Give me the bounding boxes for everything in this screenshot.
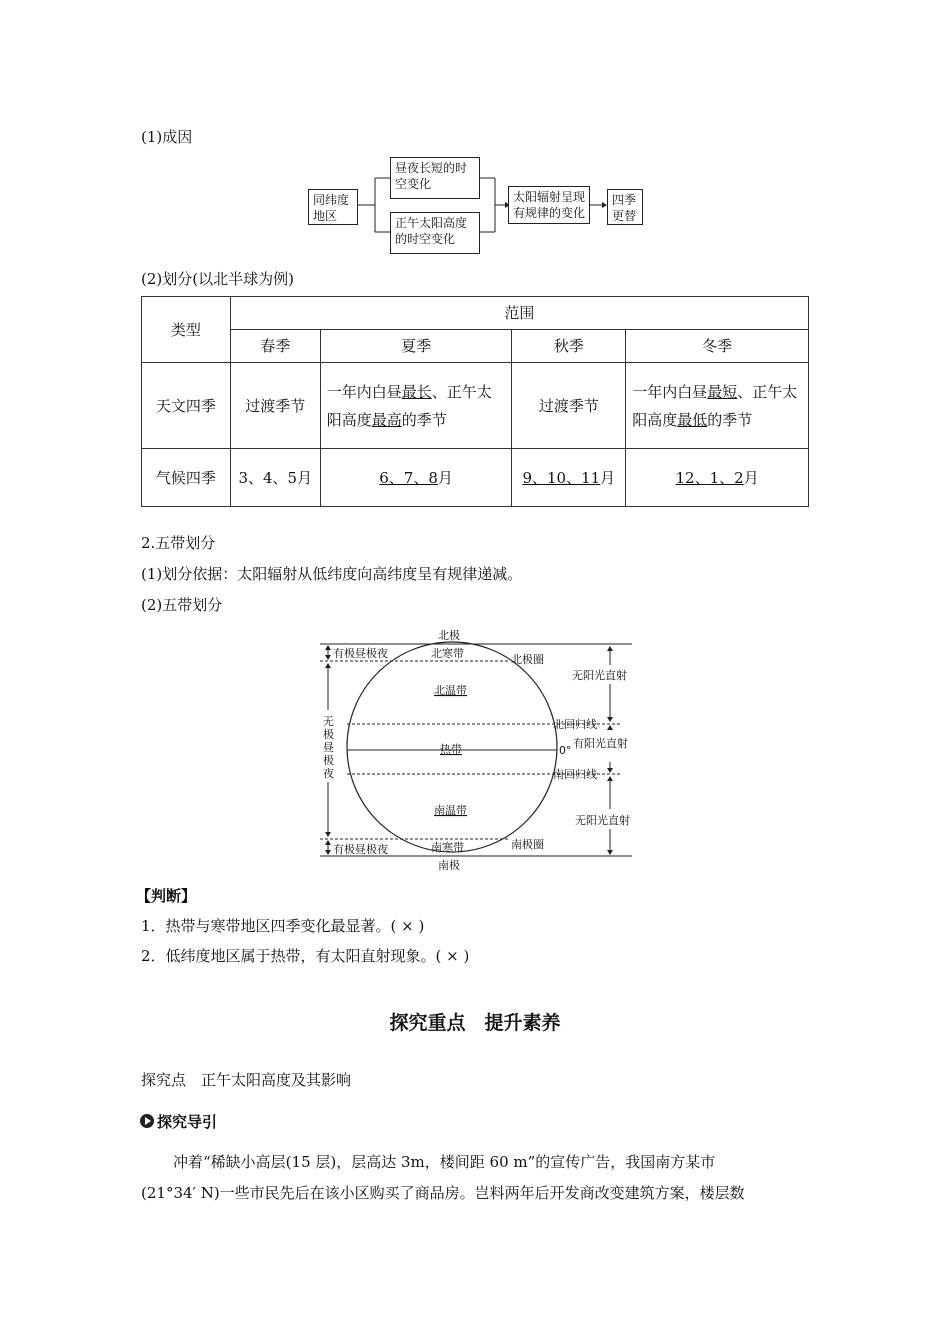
south-temperate-label: 南温带 xyxy=(434,804,467,817)
no-polar-char: 极 xyxy=(323,754,334,767)
judge-item-2: 2．低纬度地区属于热带，有太阳直射现象。( × ) xyxy=(141,947,470,965)
sec2-title: 2.五带划分 xyxy=(141,534,216,552)
south-frigid-label: 南寒带 xyxy=(431,841,464,854)
cause-title: (1)成因 xyxy=(141,128,193,146)
arctic-circle-label: 北极圈 xyxy=(511,653,544,666)
flow-top-box: 昼夜长短的时空变化 xyxy=(390,157,480,199)
no-polar-char: 夜 xyxy=(323,767,334,780)
sec2-zones-title: (2)五带划分 xyxy=(141,596,223,614)
season-spring: 春季 xyxy=(230,330,320,363)
climate-summer: 6、7、8月 xyxy=(320,449,512,507)
antarctic-circle-label: 南极圈 xyxy=(511,838,544,851)
astro-summer: 一年内白昼最长、正午太阳高度最高的季节 xyxy=(320,363,512,449)
has-direct: 有阳光直射 xyxy=(573,737,628,750)
flow-start-box: 同纬度地区 xyxy=(308,189,358,225)
no-direct-top: 无阳光直射 xyxy=(572,669,627,682)
astro-autumn: 过渡季节 xyxy=(512,363,626,449)
south-pole-label: 南极 xyxy=(438,859,460,872)
polar-day-night-bottom: 有极昼极夜 xyxy=(333,843,388,856)
polar-day-night-top: 有极昼极夜 xyxy=(333,647,388,660)
season-winter: 冬季 xyxy=(626,330,809,363)
guide-title: 探究导引 xyxy=(157,1112,218,1131)
five-zones-diagram xyxy=(300,622,650,877)
range-header: 范围 xyxy=(230,297,808,330)
judge-item-1: 1．热带与寒带地区四季变化最显著。( × ) xyxy=(141,917,425,935)
flow-middle-box: 太阳辐射呈现有规律的变化 xyxy=(508,186,590,224)
climate-label: 气候四季 xyxy=(142,449,231,507)
astro-winter: 一年内白昼最短、正午太阳高度最低的季节 xyxy=(626,363,809,449)
no-polar-char: 昼 xyxy=(323,741,334,754)
paragraph-line-2: (21°34′ N)一些市民先后在该小区购买了商品房。岂料两年后开发商改变建筑方案，楼层数 xyxy=(141,1184,745,1202)
division-title: (2)划分(以北半球为例) xyxy=(141,270,294,288)
equator-label: 0° xyxy=(559,744,572,757)
climate-autumn: 9、10、11月 xyxy=(512,449,626,507)
astro-label: 天文四季 xyxy=(142,363,231,449)
no-polar-char: 极 xyxy=(323,728,334,741)
flow-bottom-box: 正午太阳高度的时空变化 xyxy=(390,212,480,254)
flow-end-box: 四季更替 xyxy=(607,189,643,225)
season-table xyxy=(141,296,809,507)
climate-winter: 12、1、2月 xyxy=(626,449,809,507)
astro-spring: 过渡季节 xyxy=(230,363,320,449)
no-direct-bottom: 无阳光直射 xyxy=(575,814,630,827)
guide-heading xyxy=(140,1111,217,1131)
explore-point-title: 探究点 正午太阳高度及其影响 xyxy=(141,1071,352,1089)
play-circle-icon xyxy=(140,1114,154,1128)
tropic-cancer-label: 北回归线 xyxy=(553,718,597,731)
season-summer: 夏季 xyxy=(320,330,512,363)
season-autumn: 秋季 xyxy=(512,330,626,363)
north-pole-label: 北极 xyxy=(438,629,460,642)
section-heading: 探究重点 提升素养 xyxy=(389,1012,561,1034)
type-header: 类型 xyxy=(142,297,231,363)
tropic-capricorn-label: 南回归线 xyxy=(553,768,597,781)
judge-title: 【判断】 xyxy=(136,887,197,905)
tropic-zone-label: 热带 xyxy=(440,743,462,756)
sec2-basis: (1)划分依据：太阳辐射从低纬度向高纬度呈有规律递减。 xyxy=(141,565,523,583)
north-frigid-label: 北寒带 xyxy=(431,647,464,660)
climate-spring: 3、4、5月 xyxy=(230,449,320,507)
north-temperate-label: 北温带 xyxy=(434,684,467,697)
no-polar-char: 无 xyxy=(323,715,334,728)
paragraph-line-1: 冲着“稀缺小高层(15 层)，层高达 3m，楼间距 60 m”的宣传广告，我国南方某市 xyxy=(173,1153,716,1171)
